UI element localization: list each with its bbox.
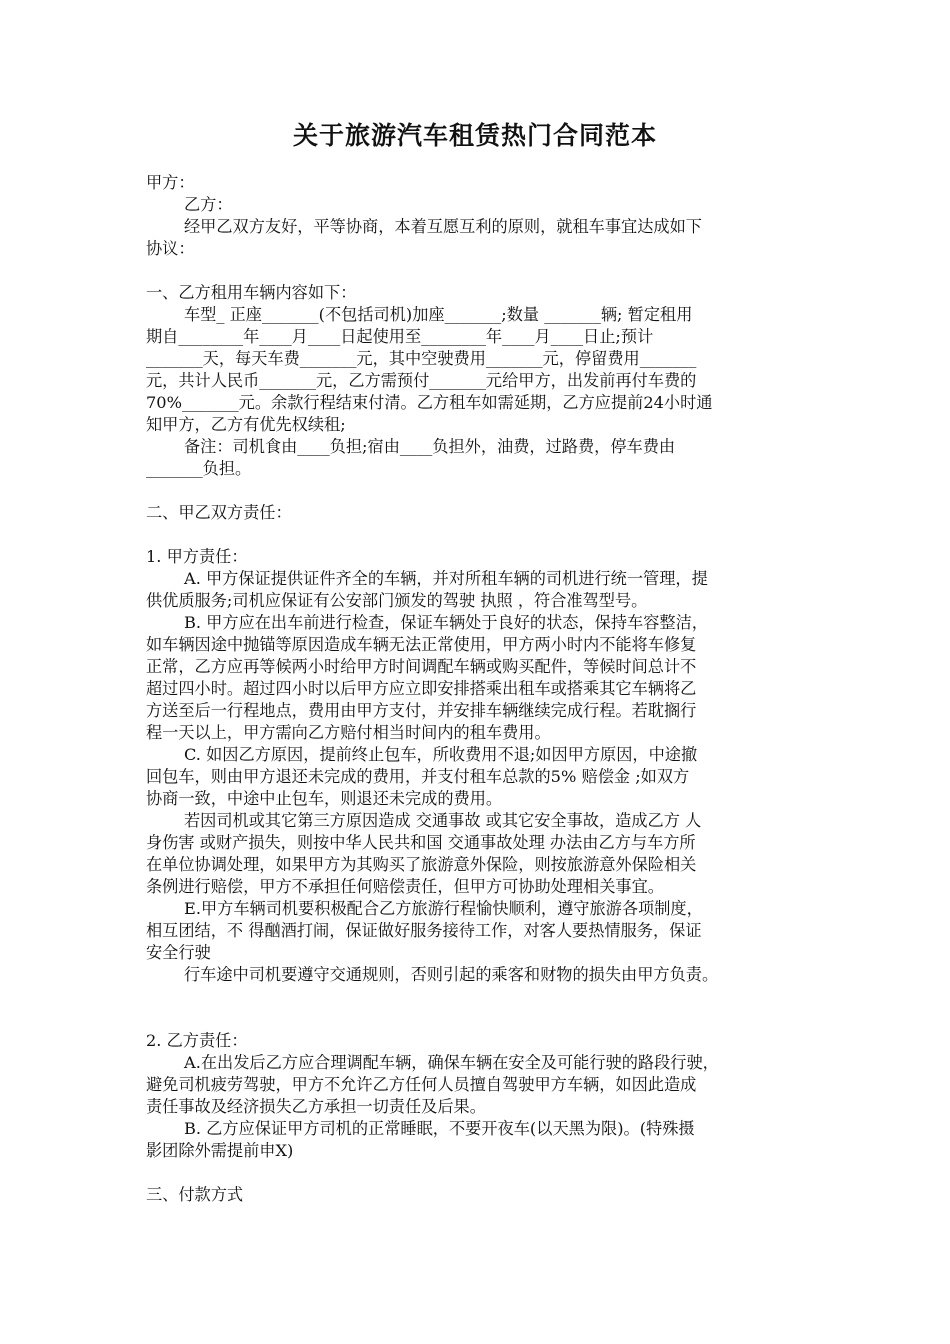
text-line: 70%_______元。余款行程结束付清。乙方租车如需延期，乙方应提前24小时通 xyxy=(146,393,713,412)
text-line: 知甲方，乙方有优先权续租; xyxy=(146,415,346,434)
text-line: 相互团结，不 得酗酒打闹，保证做好服务接待工作，对客人要热情服务，保证 xyxy=(146,921,702,940)
document-title: 关于旅游汽车租赁热门合同范本 xyxy=(292,121,657,150)
text-line: 回包车，则由甲方退还未完成的费用，并支付租车总款的5% 赔偿金 ;如双方 xyxy=(146,767,690,786)
text-line: C. 如因乙方原因，提前终止包车，所收费用不退;如因甲方原因，中途撤 xyxy=(184,745,698,764)
text-line: 一、乙方租用车辆内容如下： xyxy=(146,283,357,302)
document-body xyxy=(146,172,806,1206)
text-line: 乙方： xyxy=(184,195,233,214)
text-line: 如车辆因途中抛锚等原因造成车辆无法正常使用，甲方两小时内不能将车修复 xyxy=(146,635,697,654)
text-line: _______负担。 xyxy=(146,459,252,478)
text-line: 行车途中司机要遵守交通规则，否则引起的乘客和财物的损失由甲方负责。 xyxy=(184,965,719,984)
text-line: 身伤害 或财产损失，则按中华人民共和国 交通事故处理 办法由乙方与车方所 xyxy=(146,833,696,852)
text-line: 期自________年____月____日起使用至________年____月____日止;预计 xyxy=(146,327,654,346)
blank-line xyxy=(146,986,806,1008)
text-line: 元，共计人民币_______元，乙方需预付_______元给甲方，出发前再付车费的 xyxy=(146,371,697,390)
blank-line xyxy=(146,1008,806,1030)
text-line: 责任事故及经济损失乙方承担一切责任及后果。 xyxy=(146,1097,486,1116)
text-line: 2. 乙方责任： xyxy=(146,1031,248,1050)
text-line: 超过四小时。超过四小时以后甲方应立即安排搭乘出租车或搭乘其它车辆将乙 xyxy=(146,679,697,698)
text-line: 方送至后一行程地点，费用由甲方支付，并安排车辆继续完成行程。若耽搁行 xyxy=(146,701,697,720)
text-line: 甲方： xyxy=(146,173,195,192)
text-line: 在单位协调处理，如果甲方为其购买了旅游意外保险，则按旅游意外保险相关 xyxy=(146,855,697,874)
text-line: A.在出发后乙方应合理调配车辆，确保车辆在安全及可能行驶的路段行驶， xyxy=(184,1053,719,1072)
text-line: 车型_ 正座_______(不包括司机)加座_______;数量 _______辆; 暂定租用 xyxy=(184,305,693,324)
text-line: 安全行驶 xyxy=(146,943,211,962)
text-line: B. 乙方应保证甲方司机的正常睡眠，不要开夜车(以天黑为限)。(特殊摄 xyxy=(184,1119,695,1138)
text-line: 协商一致，中途中止包车，则退还未完成的费用。 xyxy=(146,789,503,808)
text-line: 程一天以上，甲方需向乙方赔付相当时间内的租车费用。 xyxy=(146,723,551,742)
blank-line xyxy=(146,524,806,546)
text-line: 备注：司机食由____负担;宿由____负担外，油费，过路费，停车费由 xyxy=(184,437,676,456)
text-line: 协议： xyxy=(146,239,195,258)
text-line: 正常，乙方应再等候两小时给甲方时间调配车辆或购买配件，等候时间总计不 xyxy=(146,657,697,676)
text-line: 若因司机或其它第三方原因造成 交通事故 或其它安全事故，造成乙方 人 xyxy=(184,811,702,830)
blank-line xyxy=(146,480,806,502)
text-line: 二、甲乙双方责任： xyxy=(146,503,292,522)
text-line: 供优质服务;司机应保证有公安部门颁发的驾驶 执照 ，符合准驾型号。 xyxy=(146,591,648,610)
text-line: 影团除外需提前申X) xyxy=(146,1141,294,1160)
text-line: 避免司机疲劳驾驶，甲方不允许乙方任何人员擅自驾驶甲方车辆，如因此造成 xyxy=(146,1075,697,1094)
text-line: B. 甲方应在出车前进行检查，保证车辆处于良好的状态，保持车容整洁， xyxy=(184,613,708,632)
text-line: 经甲乙双方友好，平等协商，本着互愿互利的原则，就租车事宜达成如下 xyxy=(184,217,702,236)
blank-line xyxy=(146,1162,806,1184)
text-line: 条例进行赔偿，甲方不承担任何赔偿责任，但甲方可协助处理相关事宜。 xyxy=(146,877,664,896)
text-line: 三、付款方式 xyxy=(146,1185,244,1204)
text-line: E.甲方车辆司机要积极配合乙方旅游行程愉快顺利，遵守旅游各项制度， xyxy=(184,899,703,918)
text-line: A. 甲方保证提供证件齐全的车辆，并对所租车辆的司机进行统一管理，提 xyxy=(184,569,708,588)
text-line: _______天，每天车费_______元，其中空驶费用_______元，停留费用_______ xyxy=(146,349,697,368)
blank-line xyxy=(146,260,806,282)
text-line: 1. 甲方责任： xyxy=(146,547,248,566)
